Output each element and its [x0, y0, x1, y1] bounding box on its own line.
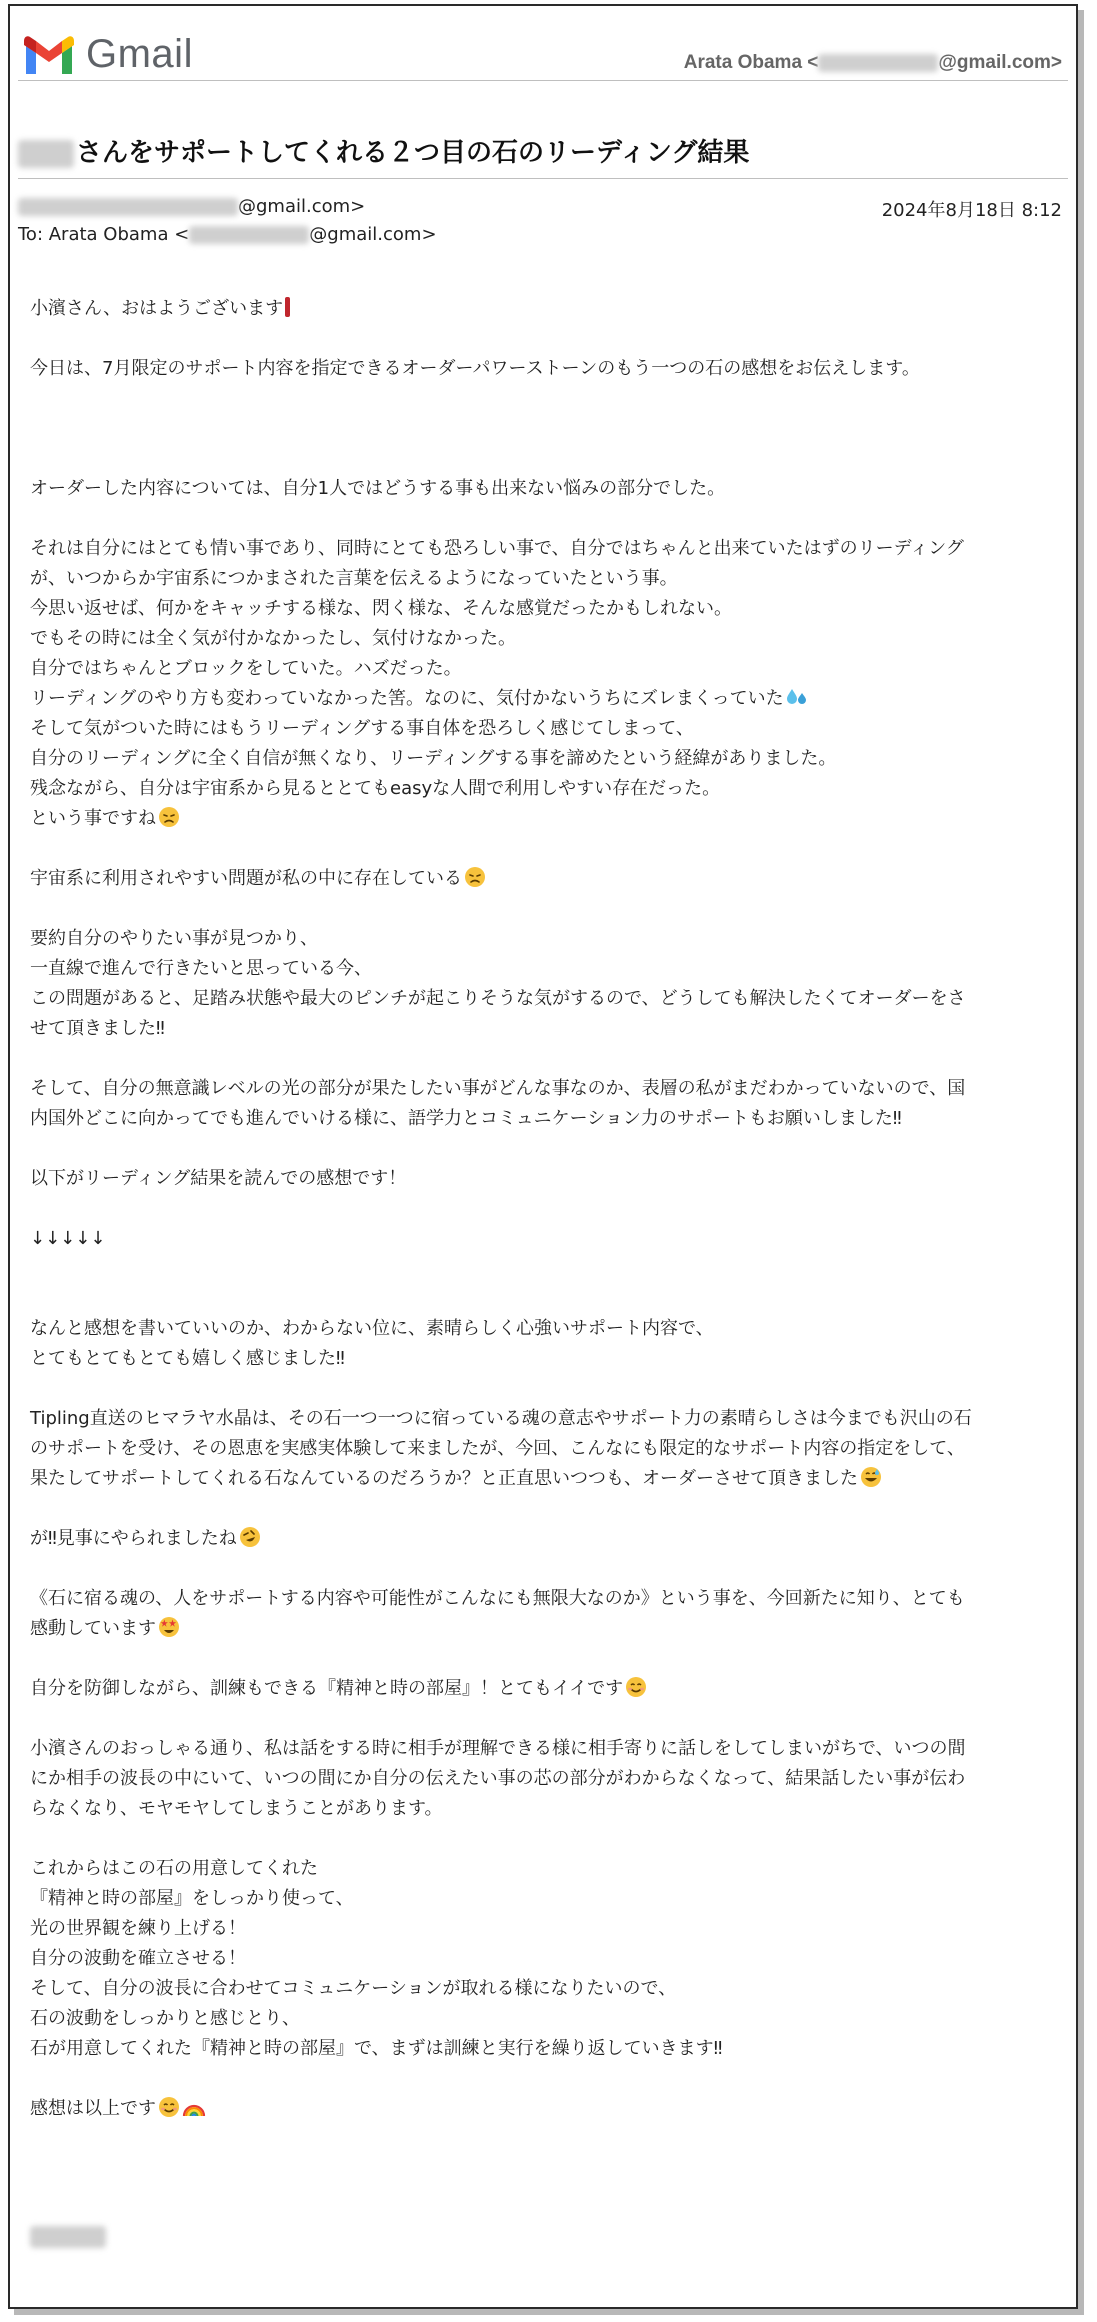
recipient-prefix: To: Arata Obama < [18, 224, 190, 245]
body-line: 石が用意してくれた『精神と時の部屋』で、まずは訓練と実行を繰り返していきます‼ [30, 2038, 723, 2059]
recipient-email-domain: @gmail.com> [309, 224, 437, 245]
body-line [30, 684, 1050, 714]
body-line-text: が‼見事にやられましたね [30, 1528, 237, 1549]
body-line: にか相手の波長の中にいて、いつの間にか自分の伝えたい事の芯の部分がわからなくなって、結果話したい事が伝わ [30, 1768, 966, 1789]
body-line-text: 感動しています [30, 1618, 156, 1639]
redacted-name [18, 140, 74, 168]
recipient-line [18, 224, 437, 245]
body-line: なんと感想を書いていいのか、わからない位に、素晴らしく心強いサポート内容で、 [30, 1318, 714, 1339]
gmail-logo-text: Gmail [86, 32, 193, 76]
body-line: でもその時には全く気が付かなかったし、気付けなかった。 [30, 628, 516, 649]
body-closing [30, 2094, 1050, 2124]
body-line: これからはこの石の用意してくれた [30, 1858, 318, 1879]
sender-line [18, 196, 365, 217]
body-line: そして気がついた時にはもうリーディングする事自体を恐ろしく感じてしまって、 [30, 718, 694, 739]
body-line: そして、自分の波長に合わせてコミュニケーションが取れる様になりたいので、 [30, 1978, 677, 1999]
redacted-signature [30, 2226, 106, 2248]
body-intro: 今日は、7月限定のサポート内容を指定できるオーダーパワーストーンのもう一つの石の感想をお伝えします。 [30, 358, 920, 379]
body-line [30, 1464, 1050, 1494]
body-line: 内国外どこに向かってでも進んでいける様に、語学力とコミュニケーション力のサポートもお願いしました‼ [30, 1108, 902, 1129]
body-line: Tipling直送のヒマラヤ水晶は、その石一つ一つに宿っている魂の意志やサポート力の素晴らしさは今までも沢山の石 [30, 1408, 972, 1429]
header-divider [18, 80, 1068, 81]
body-line: のサポートを受け、その恩恵を実感実体験して来ましたが、今回、こんなにも限定的なサポート内容の指定をして、 [30, 1438, 965, 1459]
body-arrows: ↓↓↓↓↓ [30, 1228, 106, 1249]
body-paragraph: 以下がリーディング結果を読んでの感想です！ [30, 1168, 407, 1189]
body-line: せて頂きました‼ [30, 1018, 165, 1039]
gmail-m-icon [22, 34, 76, 76]
exclamation-icon [285, 297, 290, 317]
account-identity [684, 52, 1062, 74]
body-line-text: という事ですね [30, 808, 156, 829]
subject-divider [18, 178, 1068, 179]
body-line: 要約自分のやりたい事が見つかり、 [30, 928, 318, 949]
body-line-text: 宇宙系に利用されやすい問題が私の中に存在している [30, 868, 462, 889]
disappointed-face-icon [158, 806, 180, 828]
body-line: 小濱さんのおっしゃる通り、私は話をする時に相手が理解できる様に相手寄りに話しをしてしまいがちで、いつの間 [30, 1738, 966, 1759]
body-line: 残念ながら、自分は宇宙系から見るととてもeasyな人間で利用しやすい存在だった。 [30, 778, 721, 799]
body-line-text: 自分を防御しながら、訓練もできる『精神と時の部屋』！とてもイイです [30, 1678, 624, 1699]
rolling-laughing-icon [239, 1526, 261, 1548]
body-line: そして、自分の無意識レベルの光の部分が果たしたい事がどんな事なのか、表層の私がまだわかっていないので、国 [30, 1078, 966, 1099]
body-paragraph: オーダーした内容については、自分1人ではどうする事も出来ない悩みの部分でした。 [30, 478, 726, 499]
body-line: 石の波動をしっかりと感じとり、 [30, 2008, 300, 2029]
rainbow-icon [182, 2096, 206, 2118]
body-line: とてもとてもとても嬉しく感じました‼ [30, 1348, 345, 1369]
smiling-face-icon [158, 2096, 180, 2118]
gmail-logo [22, 32, 193, 77]
body-line: 光の世界観を練り上げる！ [30, 1918, 246, 1939]
body-paragraph [30, 864, 1050, 894]
body-paragraph [30, 1674, 1050, 1704]
sender-email-domain: @gmail.com> [238, 196, 366, 217]
sweat-droplets-icon [786, 687, 808, 707]
email-subject [18, 132, 749, 169]
redacted-sender [18, 198, 238, 216]
email-date: 2024年8月18日 8:12 [881, 200, 1062, 221]
body-line: それは自分にはとても情い事であり、同時にとても恐ろしい事で、自分ではちゃんと出来ていたはずのリーディング [30, 538, 964, 559]
body-line: 今思い返せば、何かをキャッチする様な、閃く様な、そんな感覚だったかもしれない。 [30, 598, 732, 619]
disappointed-face-icon [464, 866, 486, 888]
redacted-recipient [189, 226, 309, 244]
body-line: らなくなり、モヤモヤしてしまうことがあります。 [30, 1798, 443, 1819]
body-line: 『精神と時の部屋』をしっかり使って、 [30, 1888, 354, 1909]
body-line: 自分ではちゃんとブロックをしていた。ハズだった。 [30, 658, 462, 679]
redacted-signature-name [30, 2226, 106, 2248]
body-line-text: 果たしてサポートしてくれる石なんているのだろうか？と正直思いつつも、オーダーさせて頂きました [30, 1468, 858, 1489]
smiling-face-icon [625, 1676, 647, 1698]
account-email-domain: @gmail.com> [938, 52, 1062, 73]
email-print-frame [8, 4, 1078, 2309]
body-line: 自分のリーディングに全く自信が無くなり、リーディングする事を諦めたという経緯がありました。 [30, 748, 837, 769]
grinning-sweat-icon [860, 1466, 882, 1488]
body-line: 一直線で進んで行きたいと思っている今、 [30, 958, 372, 979]
body-paragraph [30, 1524, 1050, 1554]
subject-text: さんをサポートしてくれる２つ目の石のリーディング結果 [76, 138, 750, 168]
greeting-text: 小濱さん、おはようございます [30, 298, 284, 319]
body-line: 《石に宿る魂の、人をサポートする内容や可能性がこんなにも無限大なのか》という事を、今回新たに知り、とても [30, 1588, 965, 1609]
email-body [30, 294, 1050, 2124]
body-line-text: リーディングのやり方も変わっていなかった筈。なのに、気付かないうちにズレまくっていた [30, 688, 784, 709]
body-line: この問題があると、足踏み状態や最大のピンチが起こりそうな気がするので、どうしても解決したくてオーダーをさ [30, 988, 966, 1009]
closing-text: 感想は以上です [30, 2098, 156, 2119]
star-struck-icon [158, 1616, 180, 1638]
body-greeting [30, 294, 1050, 324]
body-line: が、いつからか宇宙系につかまされた言葉を伝えるようになっていたという事。 [30, 568, 678, 589]
body-line [30, 1614, 1050, 1644]
account-name: Arata Obama < [683, 52, 819, 73]
body-line: 自分の波動を確立させる！ [30, 1948, 246, 1969]
redacted-email-local [818, 54, 938, 72]
body-line [30, 804, 1050, 834]
